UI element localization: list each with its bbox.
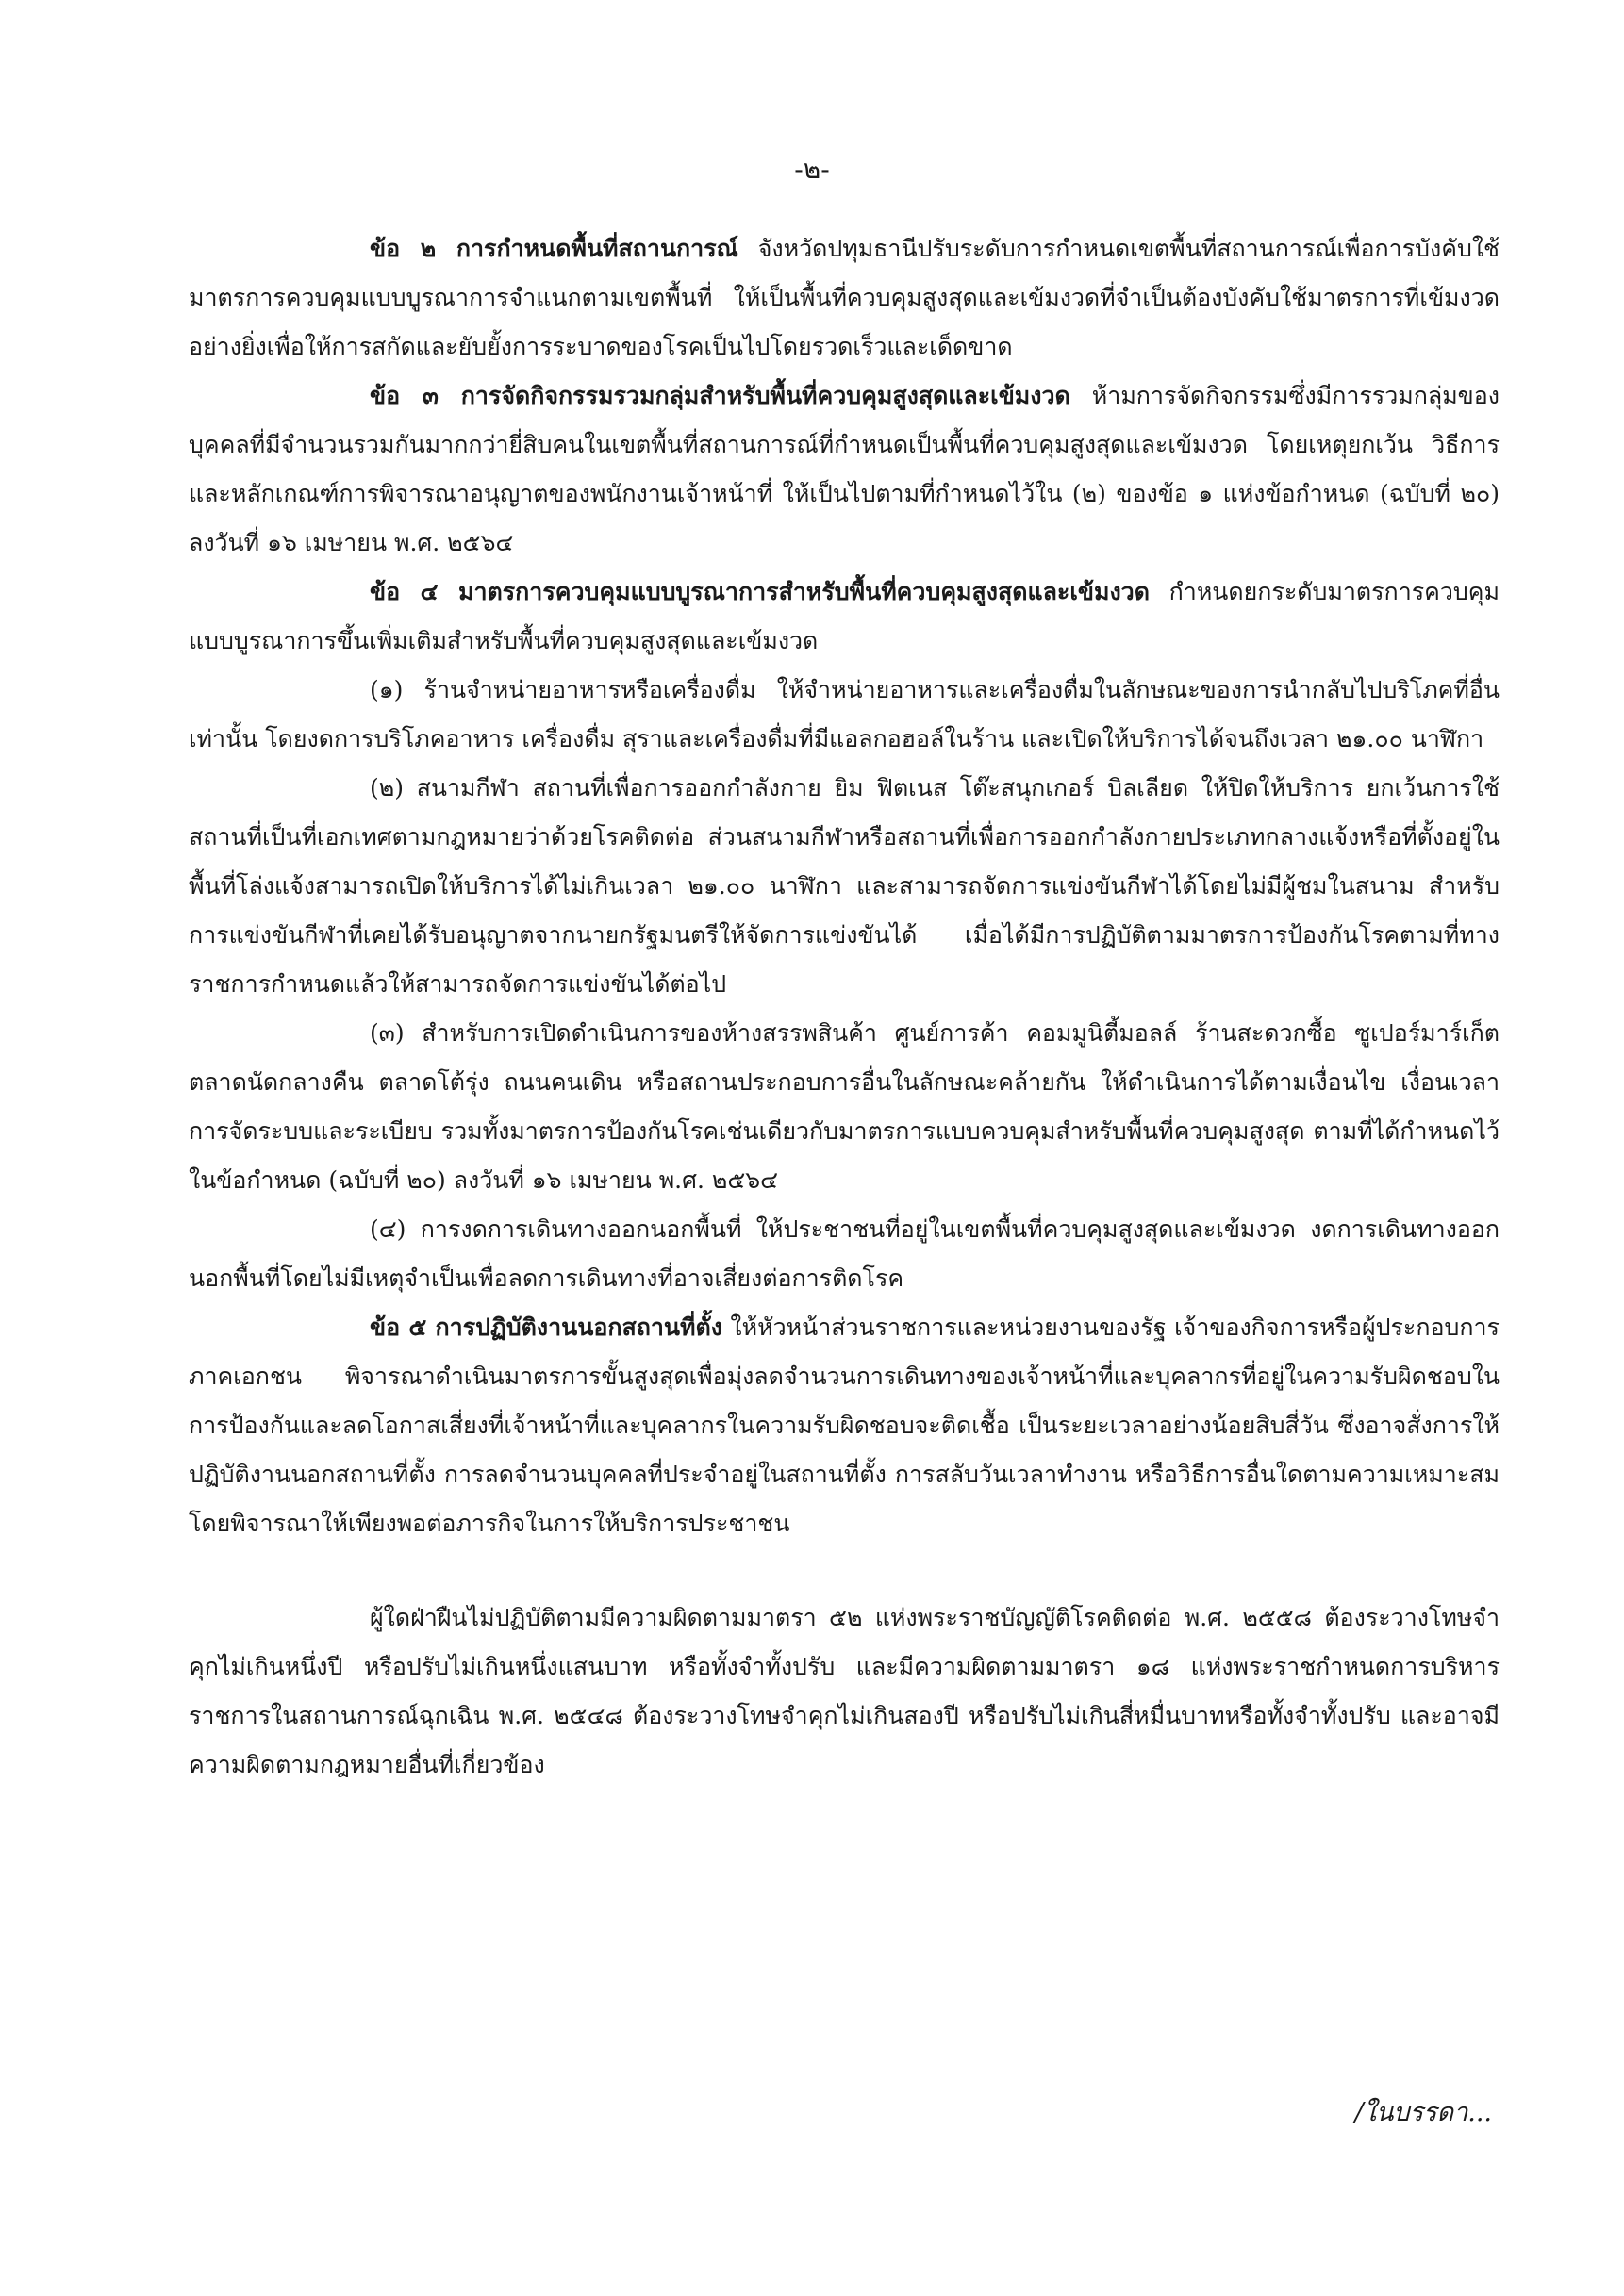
section-4-item-3: (๓) สำหรับการเปิดดำเนินการของห้างสรรพสินค้า ศูนย์การค้า คอมมูนิตี้มอลล์ ร้านสะดวกซื้อ ซูเปอร์มาร์เก็ต ตลาดนัดกลางคืน ตลาดโต้รุ่ง ถนนคนเดิน หรือสถานประกอบการอื่นในลักษณะคล้ายกัน ให้ดำเนินการได้ตามเงื่อนไข เงื่อนเวลา การจัดระบบและระเบียบ รวมทั้งมาตรการป้องกันโรคเช่นเดียวกับมาตรการแบบควบคุมสำหรับพื้นที่ควบคุมสูงสุด ตามที่ได้กำหนดไว้ในข้อกำหนด (ฉบับที่ ๒๐) ลงวันที่ ๑๖ เมษายน พ.ศ. ๒๕๖๔ bbox=[189, 1019, 1500, 1194]
section-3-paragraph bbox=[189, 372, 1500, 568]
section-5-heading: ข้อ ๕ การปฏิบัติงานนอกสถานที่ตั้ง bbox=[370, 1313, 722, 1341]
document-body bbox=[189, 224, 1500, 1790]
section-5-paragraph bbox=[189, 1303, 1500, 1548]
continuation-marker: /ในบรรดา... bbox=[1354, 2098, 1492, 2127]
section-4-item-1: (๑) ร้านจำหน่ายอาหารหรือเครื่องดื่ม ให้จำหน่ายอาหารและเครื่องดื่มในลักษณะของการนำกลับไปบริโภคที่อื่นเท่านั้น โดยงดการบริโภคอาหาร เครื่องดื่ม สุราและเครื่องดื่มที่มีแอลกอฮอล์ในร้าน และเปิดให้บริการได้จนถึงเวลา ๒๑.๐๐ นาฬิกา bbox=[189, 676, 1500, 752]
section-4-text: กำหนดยกระดับมาตรการควบคุมแบบบูรณาการขึ้นเพิ่มเติมสำหรับพื้นที่ควบคุมสูงสุดและเข้มงวด bbox=[189, 578, 1500, 654]
section-4-item-2: (๒) สนามกีฬา สถานที่เพื่อการออกกำลังกาย ยิม ฟิตเนส โต๊ะสนุกเกอร์ บิลเลียด ให้ปิดให้บริการ ยกเว้นการใช้สถานที่เป็นที่เอกเทศตามกฎหมายว่าด้วยโรคติดต่อ ส่วนสนามกีฬาหรือสถานที่เพื่อการออกกำลังกายประเภทกลางแจ้งหรือที่ตั้งอยู่ในพื้นที่โล่งแจ้งสามารถเปิดให้บริการได้ไม่เกินเวลา ๒๑.๐๐ นาฬิกา และสามารถจัดการแข่งขันกีฬาได้โดยไม่มีผู้ชมในสนาม สำหรับการแข่งขันกีฬาที่เคยได้รับอนุญาตจากนายกรัฐมนตรีให้จัดการแข่งขันได้ เมื่อได้มีการปฏิบัติตามมาตรการป้องกันโรคตามที่ทางราชการกำหนดแล้วให้สามารถจัดการแข่งขันได้ต่อไป bbox=[189, 774, 1500, 998]
paragraph-spacer bbox=[189, 1548, 1500, 1594]
section-4-paragraph bbox=[189, 568, 1500, 666]
section-3-heading: ข้อ ๓ การจัดกิจกรรมรวมกลุ่มสำหรับพื้นที่ควบคุมสูงสุดและเข้มงวด bbox=[370, 382, 1070, 409]
section-4-heading: ข้อ ๔ มาตรการควบคุมแบบบูรณาการสำหรับพื้นที่ควบคุมสูงสุดและเข้มงวด bbox=[370, 578, 1150, 605]
section-4-item-4: (๔) การงดการเดินทางออกนอกพื้นที่ ให้ประชาชนที่อยู่ในเขตพื้นที่ควบคุมสูงสุดและเข้มงวด งดการเดินทางออกนอกพื้นที่โดยไม่มีเหตุจำเป็นเพื่อลดการเดินทางที่อาจเสี่ยงต่อการติดโรค bbox=[189, 1215, 1500, 1292]
section-2-text: จังหวัดปทุมธานีปรับระดับการกำหนดเขตพื้นที่สถานการณ์เพื่อการบังคับใช้มาตรการควบคุมแบบบูรณาการจำแนกตามเขตพื้นที่ ให้เป็นพื้นที่ควบคุมสูงสุดและเข้มงวดที่จำเป็นต้องบังคับใช้มาตรการที่เข้มงวดอย่างยิ่งเพื่อให้การสกัดและยับยั้งการระบาดของโรคเป็นไปโดยรวดเร็วและเด็ดขาด bbox=[189, 235, 1500, 360]
section-2-paragraph bbox=[189, 224, 1500, 372]
section-5-text: ให้หัวหน้าส่วนราชการและหน่วยงานของรัฐ เจ้าของกิจการหรือผู้ประกอบการภาคเอกชน พิจารณาดำเนินมาตรการขั้นสูงสุดเพื่อมุ่งลดจำนวนการเดินทางของเจ้าหน้าที่และบุคลากรที่อยู่ในความรับผิดชอบในการป้องกันและลดโอกาสเสี่ยงที่เจ้าหน้าที่และบุคลากรในความรับผิดชอบจะติดเชื้อ เป็นระยะเวลาอย่างน้อยสิบสี่วัน ซึ่งอาจสั่งการให้ปฏิบัติงานนอกสถานที่ตั้ง การลดจำนวนบุคคลที่ประจำอยู่ในสถานที่ตั้ง การสลับวันเวลาทำงาน หรือวิธีการอื่นใดตามความเหมาะสมโดยพิจารณาให้เพียงพอต่อภารกิจในการให้บริการประชาชน bbox=[189, 1313, 1500, 1537]
page-number: -๒- bbox=[794, 154, 830, 185]
section-2-heading: ข้อ ๒ การกำหนดพื้นที่สถานการณ์ bbox=[370, 235, 738, 262]
section-3-text: ห้ามการจัดกิจกรรมซึ่งมีการรวมกลุ่มของบุคคลที่มีจำนวนรวมกันมากกว่ายี่สิบคนในเขตพื้นที่สถานการณ์ที่กำหนดเป็นพื้นที่ควบคุมสูงสุดและเข้มงวด โดยเหตุยกเว้น วิธีการ และหลักเกณฑ์การพิจารณาอนุญาตของพนักงานเจ้าหน้าที่ ให้เป็นไปตามที่กำหนดไว้ใน (๒) ของข้อ ๑ แห่งข้อกำหนด (ฉบับที่ ๒๐) ลงวันที่ ๑๖ เมษายน พ.ศ. ๒๕๖๔ bbox=[189, 382, 1500, 556]
penalty-paragraph: ผู้ใดฝ่าฝืนไม่ปฏิบัติตามมีความผิดตามมาตรา ๕๒ แห่งพระราชบัญญัติโรคติดต่อ พ.ศ. ๒๕๕๘ ต้องระวางโทษจำคุกไม่เกินหนึ่งปี หรือปรับไม่เกินหนึ่งแสนบาท หรือทั้งจำทั้งปรับ และมีความผิดตามมาตรา ๑๘ แห่งพระราชกำหนดการบริหารราชการในสถานการณ์ฉุกเฉิน พ.ศ. ๒๕๔๘ ต้องระวางโทษจำคุกไม่เกินสองปี หรือปรับไม่เกินสี่หมื่นบาทหรือทั้งจำทั้งปรับ และอาจมีความผิดตามกฎหมายอื่นที่เกี่ยวข้อง bbox=[189, 1604, 1500, 1778]
